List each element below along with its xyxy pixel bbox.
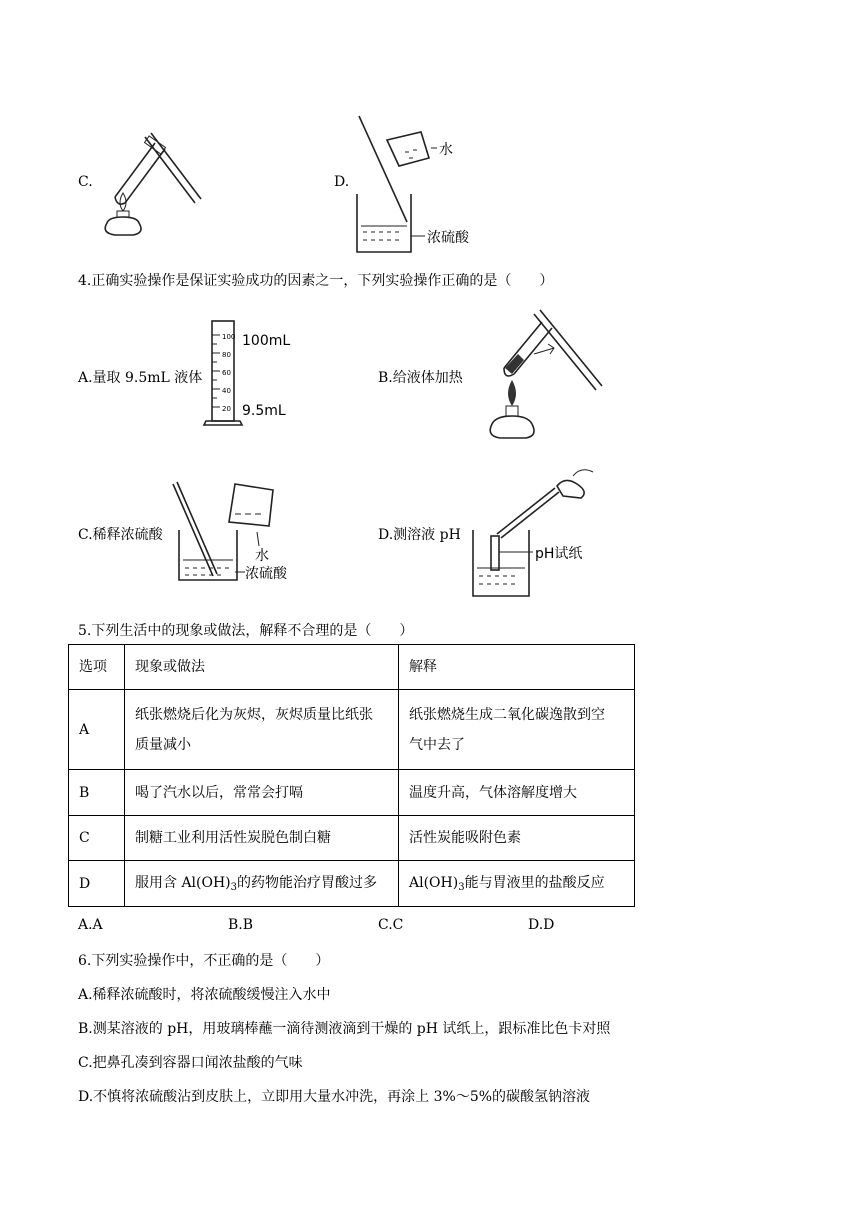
row-d-phenomenon: [125, 861, 399, 907]
table-row: [69, 690, 635, 770]
q4-c-acid-label: 浓硫酸: [245, 566, 287, 582]
q4-option-a: A.量取 9.5mL 液体: [78, 370, 203, 386]
table-row: [69, 816, 635, 861]
row-a-exp-line1: 纸张燃烧生成二氧化碳逸散到空: [409, 706, 605, 723]
row-d-option: D: [69, 861, 125, 907]
q5-choice-b: B.B: [228, 917, 254, 933]
row-a-exp-line2: 气中去了: [409, 736, 465, 753]
row-d-phen-pre: 服用含 Al(OH): [135, 874, 231, 891]
q4-a-cylinder-figure: [200, 315, 300, 430]
scale-80: 80: [222, 351, 231, 359]
row-d-exp-sub: 3: [458, 881, 465, 893]
scale-40: 40: [222, 387, 231, 395]
q6-option-c: C.把鼻孔凑到容器口闻浓盐酸的气味: [78, 1055, 303, 1071]
q3-option-d-label: D.: [334, 174, 350, 190]
q3-d-acid-label: 浓硫酸: [427, 230, 469, 246]
row-a-explanation: [399, 690, 635, 770]
row-b-option: B: [69, 770, 125, 816]
q4-c-dilution-figure: [165, 480, 305, 585]
table-row: [69, 770, 635, 816]
q5-choice-c: C.C: [378, 917, 404, 933]
q5-choice-a: A.A: [78, 917, 103, 933]
table-header-row: [69, 645, 635, 690]
q6-option-b: B.测某溶液的 pH，用玻璃棒蘸一滴待测液滴到干燥的 pH 试纸上，跟标准比色卡对照: [78, 1021, 611, 1037]
row-d-exp-post: 能与胃液里的盐酸反应: [464, 874, 605, 891]
q4-d-ph-figure: [465, 462, 605, 602]
scale-100: 100: [222, 333, 236, 341]
q4-b-heating-figure: [478, 308, 603, 443]
row-a-option: A: [69, 690, 125, 770]
row-b-explanation: 温度升高，气体溶解度增大: [399, 770, 635, 816]
q4-c-water-label: 水: [255, 548, 269, 564]
q4-a-reading-label: 9.5mL: [242, 403, 286, 419]
q4-a-volume-label: 100mL: [242, 333, 291, 349]
row-d-phen-sub: 3: [230, 881, 238, 893]
q5-stem: 5.下列生活中的现象或做法，解释不合理的是（ ）: [78, 623, 414, 639]
header-explanation: 解释: [399, 645, 635, 690]
q3-d-water-label: 水: [439, 142, 453, 158]
q5-choice-d: D.D: [528, 917, 555, 933]
q4-option-b: B.给液体加热: [378, 370, 463, 386]
q6-option-d: D.不慎将浓硫酸沾到皮肤上，立即用大量水冲洗，再涂上 3%～5%的碳酸氢钠溶液: [78, 1089, 591, 1105]
row-c-phenomenon: 制糖工业利用活性炭脱色制白糖: [125, 816, 399, 861]
row-d-phen-post: 的药物能治疗胃酸过多: [237, 874, 378, 891]
q4-d-paper-label: pH试纸: [535, 546, 583, 562]
row-b-phenomenon: 喝了汽水以后，常常会打嗝: [125, 770, 399, 816]
row-c-option: C: [69, 816, 125, 861]
scale-20: 20: [222, 405, 231, 413]
q6-option-a: A.稀释浓硫酸时，将浓硫酸缓慢注入水中: [78, 987, 331, 1003]
row-d-explanation: [399, 861, 635, 907]
header-option: 选项: [69, 645, 125, 690]
row-a-phen-line1: 纸张燃烧后化为灰烬，灰烬质量比纸张: [135, 706, 373, 723]
q4-option-c: C.稀释浓硫酸: [78, 527, 163, 543]
row-a-phen-line2: 质量减小: [135, 736, 191, 753]
q4-stem: 4.正确实验操作是保证实验成功的因素之一，下列实验操作正确的是（ ）: [78, 273, 554, 289]
q3-option-c-label: C.: [78, 174, 93, 190]
scale-60: 60: [222, 369, 231, 377]
q4-option-d: D.测溶液 pH: [378, 527, 461, 543]
row-d-exp-pre: Al(OH): [409, 874, 459, 891]
row-a-phenomenon: [125, 690, 399, 770]
q3-option-d-figure: [345, 112, 485, 257]
q3-option-c-figure: [95, 125, 205, 240]
table-row: [69, 861, 635, 907]
header-phenomenon: 现象或做法: [125, 645, 399, 690]
q6-stem: 6.下列实验操作中，不正确的是（ ）: [78, 953, 330, 969]
q5-table: [68, 644, 635, 907]
row-c-explanation: 活性炭能吸附色素: [399, 816, 635, 861]
